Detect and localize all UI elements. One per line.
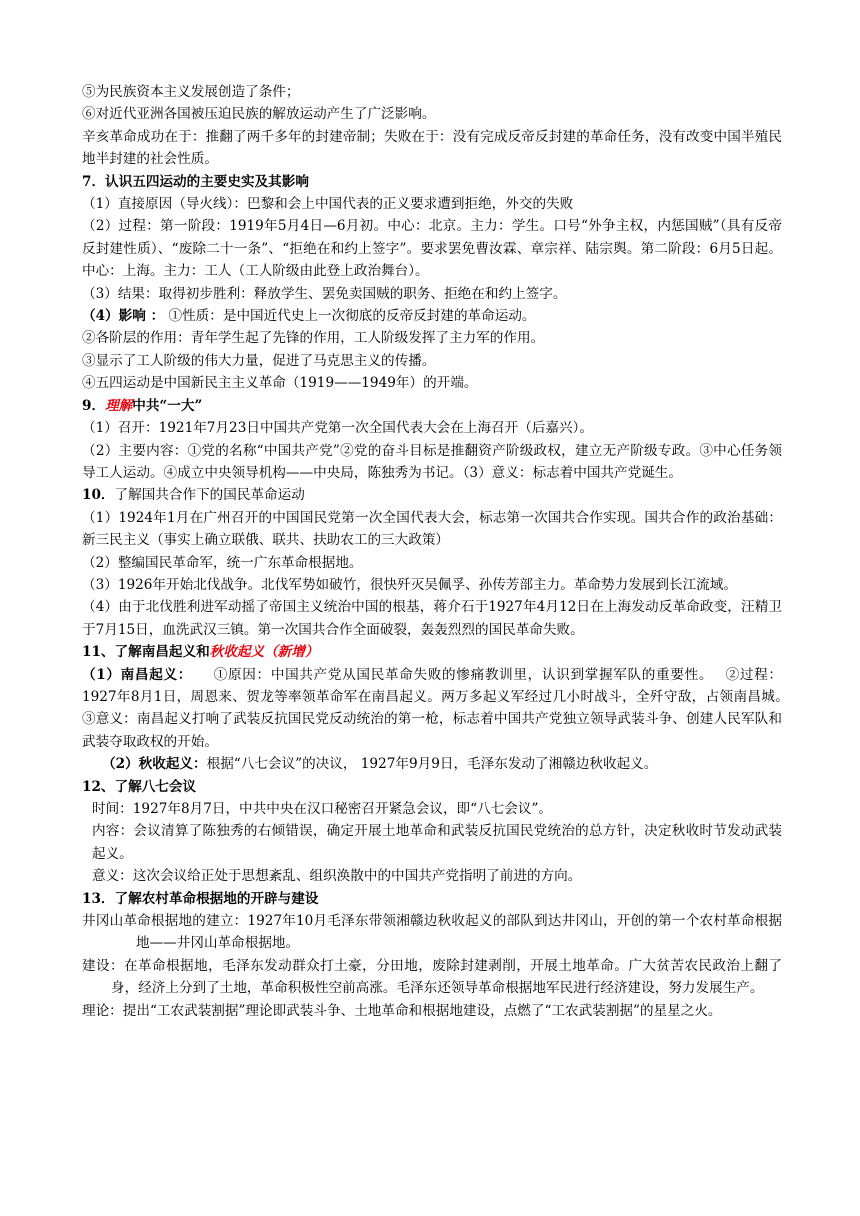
kmt-congress: （1）1924年1月在广州召开的中国国民党第一次全国代表大会，标志第一次国共合作实现。国共合作的政治基础：新三民主义（事实上确立联俄、联共、扶助农工的三大政策）: [82, 509, 782, 549]
list-item-5: ⑤为民族资本主义发展创造了条件；: [82, 84, 300, 100]
may4-impact: [82, 305, 782, 327]
list-item-6: ⑥对近代亚洲各国被压迫民族的解放运动产生了广泛影响。: [82, 106, 436, 123]
heading-9-title: 中共“一大”: [132, 397, 203, 414]
northern-expedition: （3）1926年开始北伐战争。北伐军势如破竹，很快歼灭吴佩孚、孙传芳部主力。革命势力发展到长江流域。: [82, 576, 737, 593]
nra-reorganize: （2）整编国民革命军，统一广东革命根据地。: [82, 554, 363, 571]
base-construction: 建设：在革命根据地，毛泽东发动群众打土豪，分田地，废除封建剥削，开展土地革命。广大贫苦农民政治上翻了身，经济上分到了土地，革命积极性空前高涨。毛泽东还领导革命根据地军民进行经济建设，努力发展生产。: [82, 957, 782, 997]
may4-impact-text: ①性质：是中国近代史上一次彻底的反帝反封建的革命运动。: [164, 308, 536, 325]
heading-11: [82, 641, 782, 663]
cpc-congress-content: （2）主要内容：①党的名称“中国共产党”②党的奋斗目标是推翻资产阶级政权，建立无产阶级专政。③中心任务领导工人运动。④成立中央领导机构——中央局，陈独秀为书记。（3）意义：标志着中国共产党诞生。: [82, 442, 782, 481]
heading-10-title: 了解国共合作下的国民革命运动: [114, 487, 305, 504]
heading-12: 12、了解八七会议: [82, 778, 197, 795]
autumn-harvest-label: （2）秋收起义：: [102, 756, 207, 773]
august7-content: 内容：会议清算了陈独秀的右倾错误，确定开展土地革命和武装反抗国民党统治的总方针，决定秋收时节发动武装起义。: [92, 823, 782, 862]
may4-beginning: ④五四运动是中国新民主主义革命（1919——1949年）的开端。: [82, 375, 478, 392]
heading-10-number: 10．: [82, 487, 115, 504]
revolution-failure: （4）由于北伐胜利进军动摇了帝国主义统治中国的根基，蒋介石于1927年4月12日在上海发动反革命政变，汪精卫于7月15日，血洗武汉三镇。第一次国共合作全面破裂，轰轰烈烈的国民革命失败。: [82, 599, 782, 638]
autumn-harvest-text: 根据“八七会议”的决议， 1927年9月9日，毛泽东发动了湘赣边秋收起义。: [206, 756, 658, 773]
heading-13: 13．了解农村革命根据地的开辟与建设: [82, 890, 319, 907]
cpc-congress-convened: （1）召开：1921年7月23日中国共产党第一次全国代表大会在上海召开（后嘉兴）。: [82, 420, 593, 437]
august7-significance: 意义：这次会议给正处于思想紊乱、组织涣散中的中国共产党指明了前进的方向。: [92, 868, 582, 885]
heading-11-highlight: 秋收起义（新增）: [209, 644, 319, 661]
nanchang-label: （1）南昌起义：: [82, 666, 186, 683]
august7-time: 时间：1927年8月7日，中共中央在汉口秘密召开紧急会议，即“八七会议”。: [92, 801, 553, 817]
xinhai-summary: 辛亥革命成功在于：推翻了两千多年的封建帝制；失败在于：没有完成反帝反封建的革命任务，没有改变中国半殖民地半封建的社会性质。: [82, 128, 782, 168]
heading-7: 7．认识五四运动的主要史实及其影响: [82, 173, 309, 190]
may4-process: （2）过程：第一阶段：1919年5月4日—6月初。中心：北京。主力：学生。口号“外争主权，内惩国贼”（具有反帝反封建性质）、“废除二十一条”、“拒绝在和约上签字”。要求罢免曹汝霖、章宗祥、陆宗舆。第二阶段：6月5日起。中心：上海。主力：工人（工人阶级由此登上政治舞台）。: [82, 218, 782, 280]
may4-result: （3）结果：取得初步胜利：释放学生、罢免卖国贼的职务、拒绝在和约上签字。: [82, 285, 567, 302]
heading-9-number: 9．: [82, 397, 106, 414]
may4-impact-label: （4）影响 ：: [82, 308, 165, 325]
heading-9: [82, 395, 782, 417]
may4-roles: ②各阶层的作用：青年学生起了先锋的作用，工人阶级发挥了主力军的作用。: [82, 330, 545, 347]
heading-9-highlight: 理解: [105, 397, 133, 414]
autumn-harvest-uprising: [82, 753, 782, 775]
may4-working-class: ③显示了工人阶级的伟大力量，促进了马克思主义的传播。: [82, 352, 436, 369]
jinggangshan-base: 井冈山革命根据地的建立：1927年10月毛泽东带领湘赣边秋收起义的部队到达井冈山，开创的第一个农村革命根据地——井冈山革命根据地。: [82, 913, 782, 952]
nanchang-text: ①原因：中国共产党从国民革命失败的惨痛教训里，认识到掌握军队的重要性。 ②过程：1927年8月1日，周恩来、贺龙等率领革命军在南昌起义。两万多起义军经过几小时战斗，全歼守敌，占领南昌城。 ③意义：南昌起义打响了武装反抗国民党反动统治的第一枪，标志着中国共产党独立领导武装斗争、创建人民军队和武装夺取政权的开始。: [82, 666, 800, 750]
base-theory: 理论：提出“工农武装割据”理论即武装斗争、土地革命和根据地建设，点燃了“工农武装割据”的星星之火。: [82, 1002, 722, 1019]
heading-10: [82, 484, 782, 506]
heading-11-prefix: 11、了解南昌起义和: [82, 644, 210, 661]
may4-cause: （1）直接原因（导火线）：巴黎和会上中国代表的正义要求遭到拒绝，外交的失败: [82, 196, 574, 213]
nanchang-uprising: [82, 664, 800, 754]
